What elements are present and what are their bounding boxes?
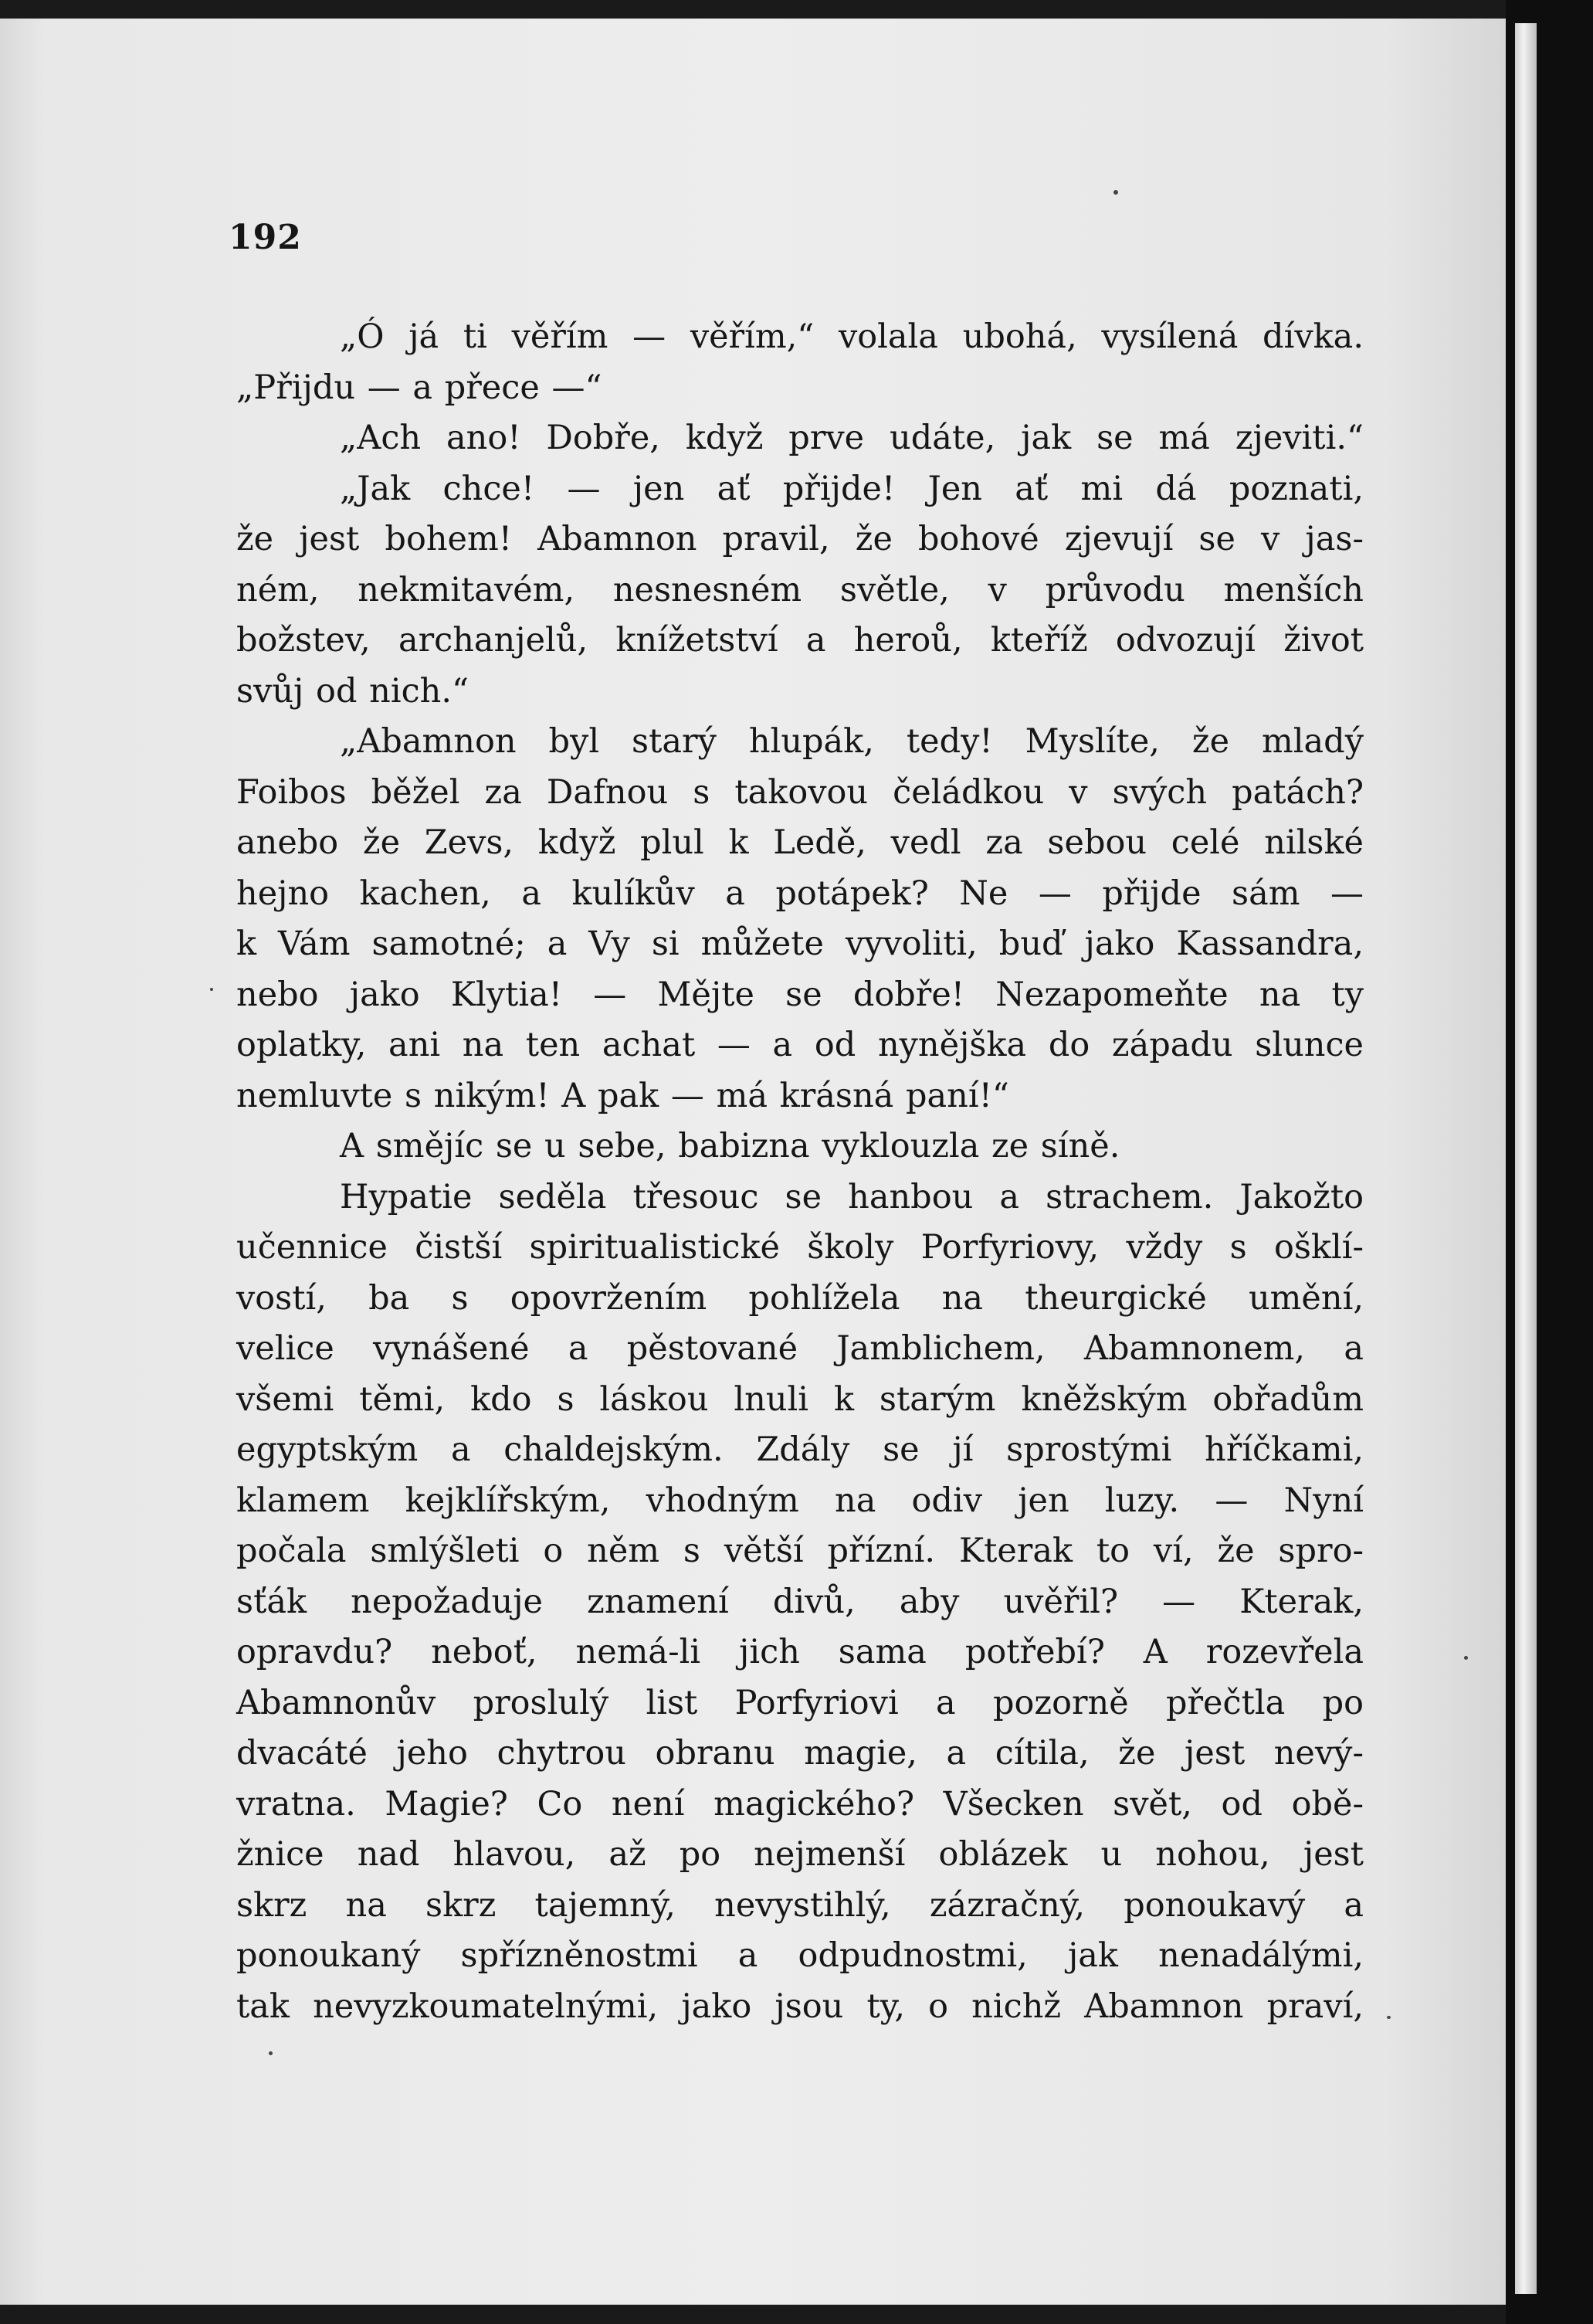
text-line: A smějíc se u sebe, babizna vyklouzla ze síně. bbox=[340, 1127, 1120, 1165]
text-line: klamem kejklířským, vhodným na odiv jen luzy. — Nyní bbox=[236, 1481, 1364, 1520]
text-line: anebo že Zevs, když plul k Ledě, vedl za sebou celé nilské bbox=[236, 823, 1364, 862]
text-line: ponoukaný spřízněnostmi a odpudnostmi, jak nenadálými, bbox=[236, 1936, 1364, 1975]
text-line: egyptským a chaldejským. Zdály se jí sprostými hříčkami, bbox=[236, 1430, 1364, 1469]
text-line: že jest bohem! Abamnon pravil, že bohové zjevují se v jas- bbox=[236, 520, 1364, 558]
next-page-edge bbox=[1515, 23, 1537, 2294]
scan-speck bbox=[1387, 2016, 1391, 2019]
text-line: vratna. Magie? Co není magického? Všecken svět, od obě- bbox=[236, 1784, 1364, 1824]
text-line: žnice nad hlavou, až po nejmenší oblázek u nohou, jest bbox=[236, 1835, 1364, 1874]
page-number: 192 bbox=[229, 218, 302, 257]
scan-speck bbox=[269, 2051, 273, 2055]
text-line: božstev, archanjelů, knížetství a heroů, kteříž odvozují život bbox=[236, 621, 1364, 660]
text-line: nebo jako Klytia! — Mějte se dobře! Nezapomeňte na ty bbox=[236, 975, 1364, 1014]
text-line: dvacáté jeho chytrou obranu magie, a cítila, že jest nevý- bbox=[236, 1734, 1364, 1773]
text-line: hejno kachen, a kulíkův a potápek? Ne — přijde sám — bbox=[236, 874, 1364, 913]
text-line: počala smlýšleti o něm s větší přízní. Kterak to ví, že spro- bbox=[236, 1532, 1364, 1570]
text-line: Abamnonův proslulý list Porfyriovi a pozorně přečtla po bbox=[236, 1683, 1364, 1722]
text-line: „Jak chce! — jen ať přijde! Jen ať mi dá poznati, bbox=[340, 469, 1364, 508]
text-line: nemluvte s nikým! A pak — má krásná paní!“ bbox=[236, 1076, 1009, 1115]
text-line: ném, nekmitavém, nesnesném světle, v průvodu menších bbox=[236, 570, 1364, 609]
text-line: „Přijdu — a přece —“ bbox=[236, 368, 602, 407]
text-line: velice vynášené a pěstované Jamblichem, Abamnonem, a bbox=[236, 1329, 1364, 1368]
body-text bbox=[236, 312, 1364, 2032]
text-line: Hypatie seděla třesouc se hanbou a strachem. Jakožto bbox=[340, 1177, 1364, 1216]
scan-speck bbox=[1113, 190, 1118, 195]
text-line: opravdu? neboť, nemá-li jich sama potřebí? A rozevřela bbox=[236, 1633, 1364, 1671]
text-line: vostí, ba s opovržením pohlížela na theurgické umění, bbox=[236, 1278, 1364, 1318]
text-line: tak nevyzkoumatelnými, jako jsou ty, o nichž Abamnon praví, bbox=[236, 1986, 1364, 2026]
text-line: svůj od nich.“ bbox=[236, 671, 469, 711]
text-line: k Vám samotné; a Vy si můžete vyvoliti, buď jako Kassandra, bbox=[236, 925, 1364, 963]
text-line: všemi těmi, kdo s láskou lnuli k starým kněžským obřadům bbox=[236, 1379, 1364, 1419]
text-line: „Ach ano! Dobře, když prve udáte, jak se má zjeviti.“ bbox=[340, 419, 1364, 457]
text-line: oplatky, ani na ten achat — a od nynějška do západu slunce bbox=[236, 1026, 1364, 1064]
text-line: Foibos běžel za Dafnou s takovou čeládkou v svých patách? bbox=[236, 772, 1364, 812]
text-line: skrz na skrz tajemný, nevystihlý, zázračný, ponoukavý a bbox=[236, 1885, 1364, 1925]
text-line: „Ó já ti věřím — věřím,“ volala ubohá, vysílená dívka. bbox=[340, 317, 1364, 356]
scan-speck bbox=[210, 988, 213, 991]
text-line: učennice čistší spiritualistické školy Porfyriovy, vždy s ošklí- bbox=[236, 1228, 1364, 1267]
scan-speck bbox=[1464, 1656, 1468, 1660]
text-line: „Abamnon byl starý hlupák, tedy! Myslíte, že mladý bbox=[340, 722, 1364, 761]
text-line: sťák nepožaduje znamení divů, aby uvěřil? — Kterak, bbox=[236, 1582, 1364, 1621]
